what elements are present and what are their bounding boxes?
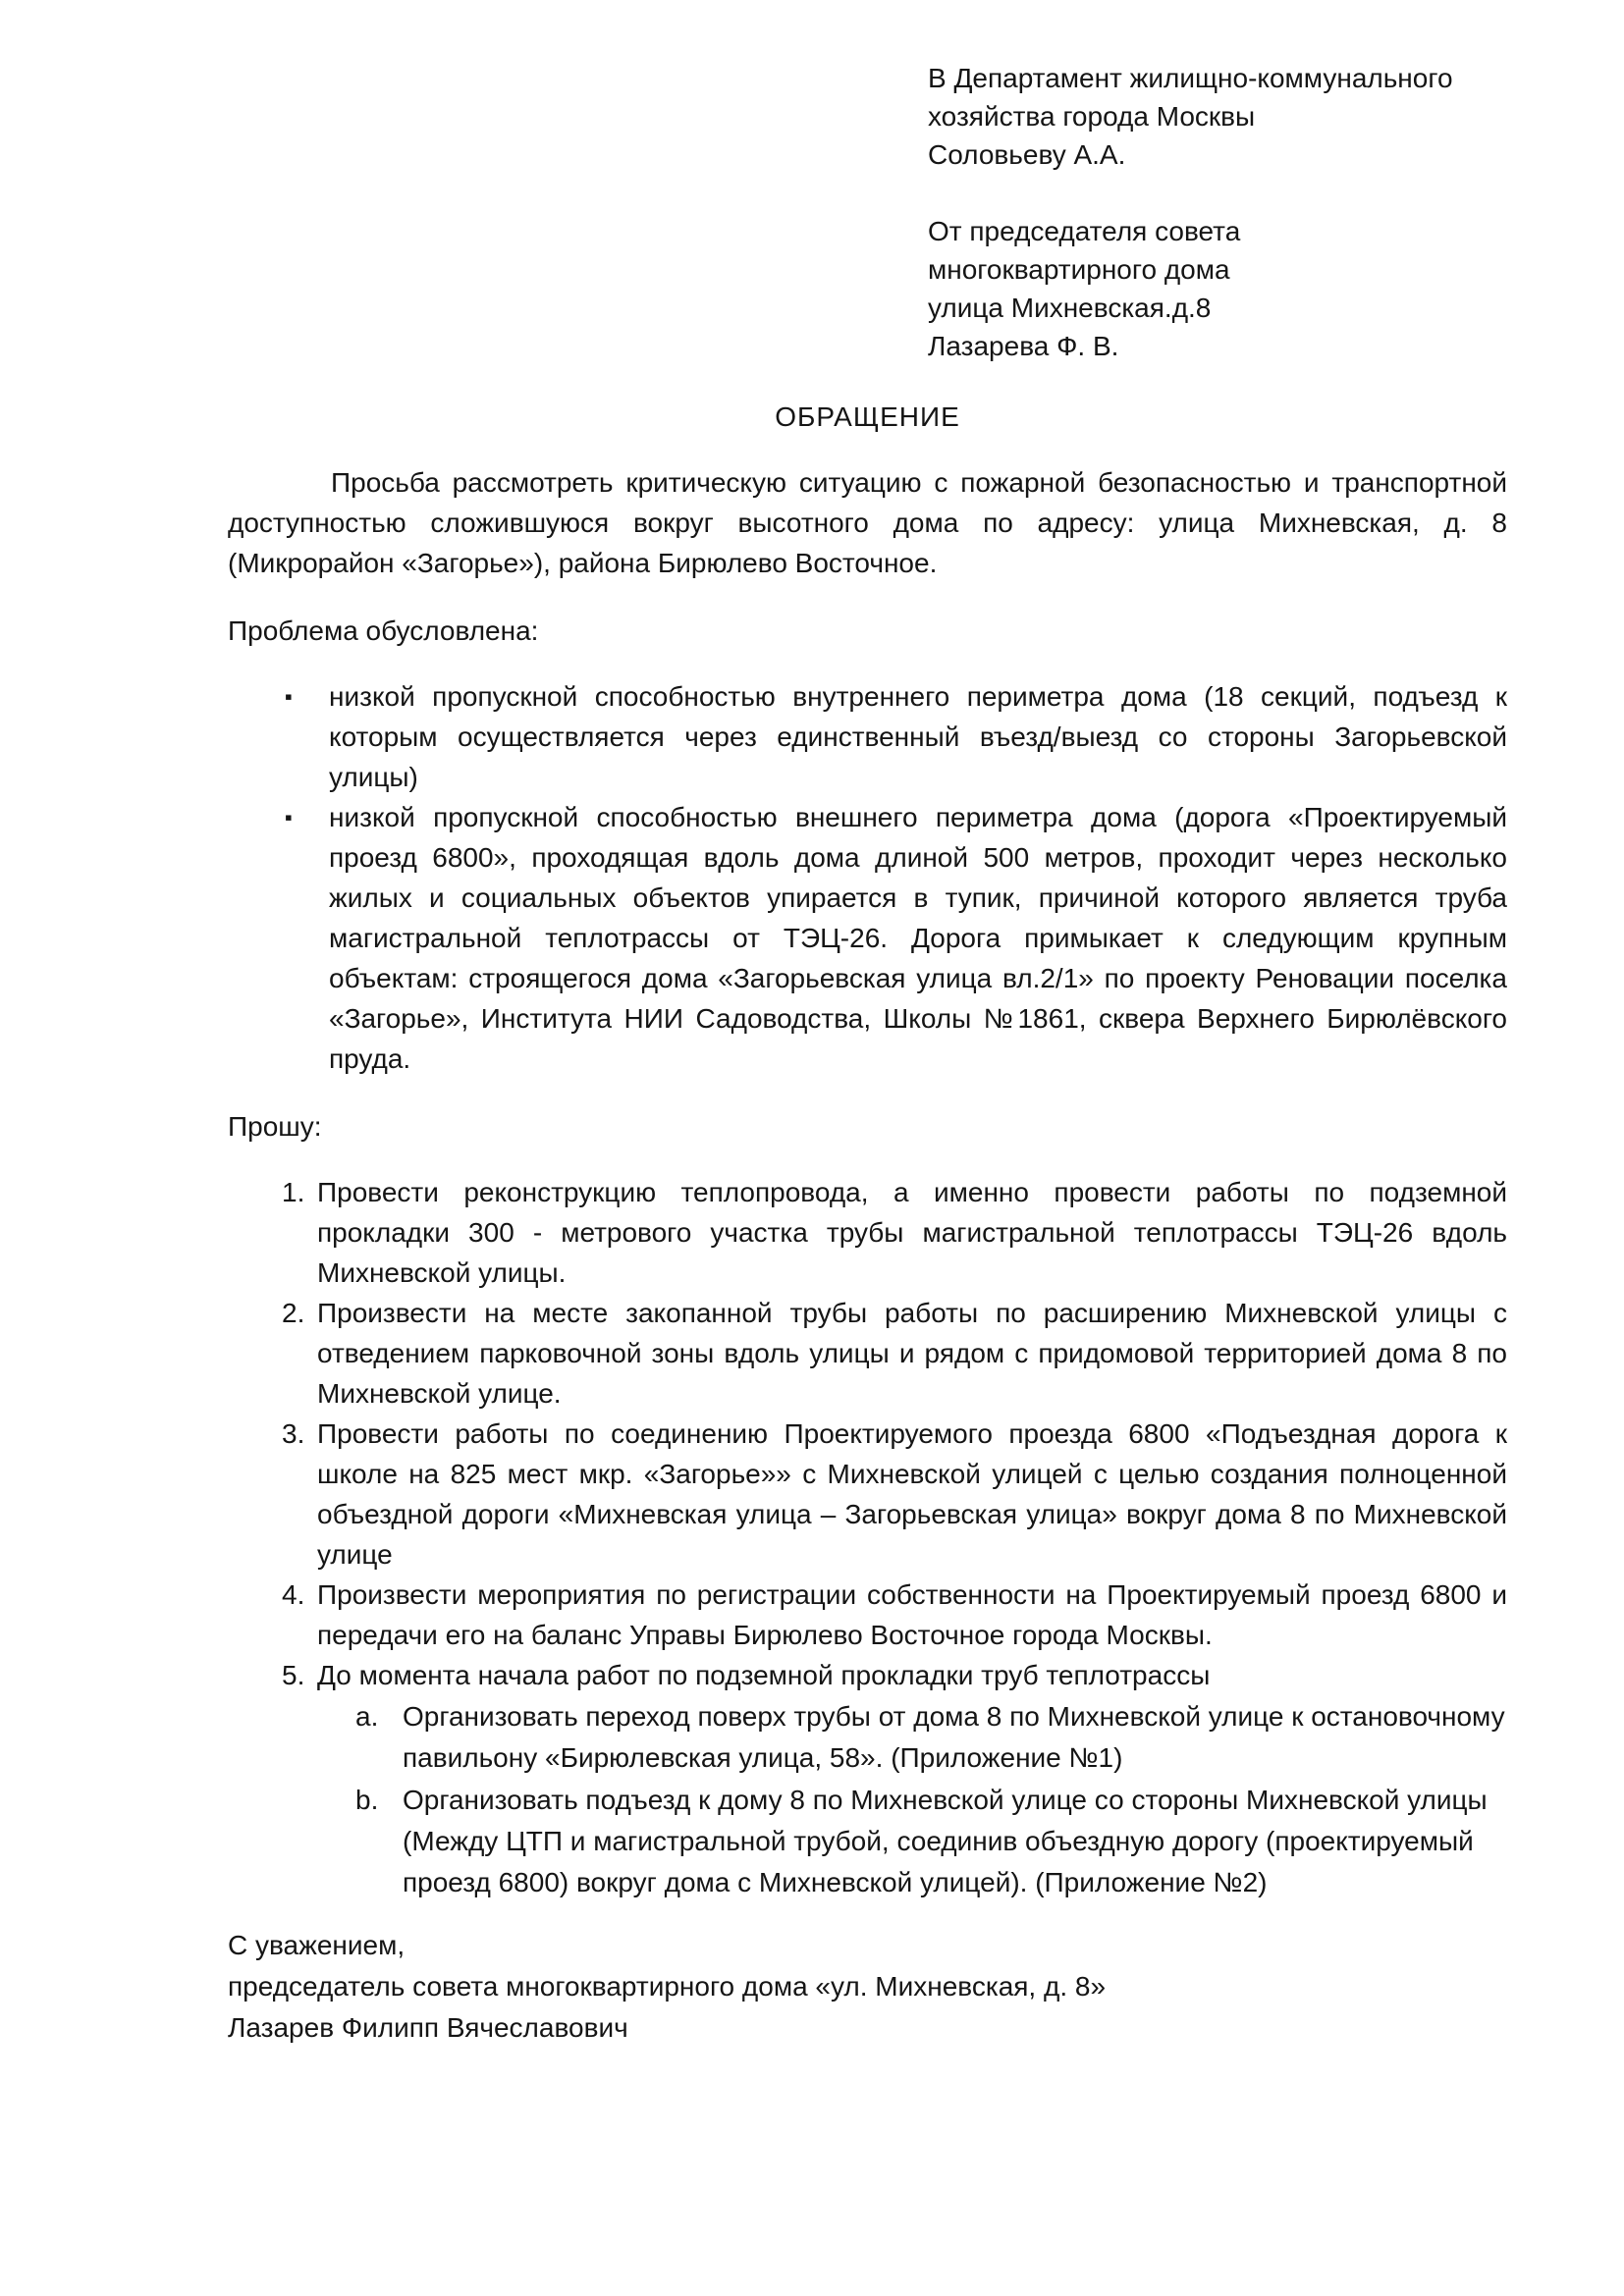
closing-block bbox=[228, 1925, 1507, 2049]
recipient-line: В Департамент жилищно-коммунального bbox=[928, 63, 1453, 93]
list-item-lead: До момента начала работ по подземной прокладки труб теплотрассы bbox=[317, 1660, 1211, 1690]
closing-line: Лазарев Филипп Вячеславович bbox=[228, 2012, 628, 2043]
list-item-text: Провести реконструкцию теплопровода, а именно провести работы по подземной прокладки 300 - метрового участка трубы магистральной теплотрассы ТЭЦ-26 вдоль Михневской улицы. bbox=[317, 1177, 1507, 1288]
intro-paragraph: Просьба рассмотреть критическую ситуацию с пожарной безопасностью и транспортной доступностью сложившуюся вокруг высотного дома по адресу: улица Михневская, д. 8 (Микрорайон «Загорье»), района Бирюлево Восточное. bbox=[228, 467, 1507, 578]
list-item-text: Произвести мероприятия по регистрации собственности на Проектируемый проезд 6800 и передачи его на баланс Управы Бирюлево Восточное города Москвы. bbox=[317, 1579, 1507, 1650]
list-number: 1. bbox=[282, 1177, 305, 1207]
list-item-text bbox=[317, 1655, 1507, 1903]
list-number: 5. bbox=[282, 1660, 305, 1690]
sub-list-item-text: Организовать переход поверх трубы от дома 8 по Михневской улице к остановочному павильону «Бирюлевская улица, 58». (Приложение №1) bbox=[403, 1701, 1505, 1773]
list-number: 4. bbox=[282, 1579, 305, 1610]
list-item bbox=[282, 1414, 1507, 1575]
problem-heading: Проблема обусловлена: bbox=[228, 615, 539, 646]
sub-list bbox=[317, 1696, 1507, 1903]
problem-list bbox=[228, 676, 1507, 1079]
sub-list-item-text: Организовать подъезд к дому 8 по Михневской улице со стороны Михневской улицы (Между ЦТП и магистральной трубой, соединив объездную дорогу (проектируемый проезд 6800) вокруг дома с Михневской улицей). (Приложение №2) bbox=[403, 1785, 1488, 1897]
list-item-text: низкой пропускной способностью внутреннего периметра дома (18 секций, подъезд к которым осуществляется через единственный въезд/выезд со стороны Загорьевской улицы) bbox=[329, 681, 1507, 792]
list-item bbox=[282, 1172, 1507, 1293]
list-item-text: Провести работы по соединению Проектируемого проезда 6800 «Подъездная дорога к школе на 825 мест мкр. «Загорье»» с Михневской улицей с целью создания полноценной объездной дороги «Михневская улица – Загорьевская улица» вокруг дома 8 по Михневской улице bbox=[317, 1418, 1507, 1570]
list-item bbox=[282, 1575, 1507, 1655]
document-content bbox=[228, 59, 1507, 2049]
list-item bbox=[285, 676, 1507, 797]
list-item bbox=[282, 1293, 1507, 1414]
recipient-block bbox=[928, 59, 1507, 365]
recipient-line: Соловьеву А.А. bbox=[928, 139, 1126, 170]
sender-line: многоквартирного дома bbox=[928, 254, 1230, 285]
request-list bbox=[228, 1172, 1507, 1903]
sender-line: Лазарева Ф. В. bbox=[928, 331, 1119, 361]
bullet-icon: ▪ bbox=[285, 805, 293, 829]
closing-line: С уважением, bbox=[228, 1930, 406, 1960]
request-heading: Прошу: bbox=[228, 1111, 322, 1142]
recipient-line: хозяйства города Москвы bbox=[928, 101, 1256, 132]
bullet-icon: ▪ bbox=[285, 684, 293, 709]
closing-line: председатель совета многоквартирного дома «ул. Михневская, д. 8» bbox=[228, 1971, 1107, 2002]
sender-line: От председателя совета bbox=[928, 216, 1241, 246]
sub-list-letter: b. bbox=[355, 1785, 379, 1815]
sender-line: улица Михневская.д.8 bbox=[928, 293, 1212, 323]
list-item bbox=[282, 1655, 1507, 1903]
document-title: ОБРАЩЕНИЕ bbox=[775, 401, 960, 432]
list-number: 3. bbox=[282, 1418, 305, 1449]
sub-list-letter: a. bbox=[355, 1701, 379, 1732]
sub-list-item bbox=[355, 1696, 1507, 1779]
list-item bbox=[285, 797, 1507, 1079]
sub-list-item bbox=[355, 1780, 1507, 1903]
list-item-text: низкой пропускной способностью внешнего периметра дома (дорога «Проектируемый проезд 6800», проходящая вдоль дома длиной 500 метров, проходит через несколько жилых и социальных объектов упирается в тупик, причиной которого является труба магистральной теплотрассы от ТЭЦ-26. Дорога примыкает к следующим крупным объектам: строящегося дома «Загорьевская улица вл.2/1» по проекту Реновации поселка «Загорье», Института НИИ Садоводства, Школы №1861, сквера Верхнего Бирюлёвского пруда. bbox=[329, 802, 1507, 1074]
list-number: 2. bbox=[282, 1298, 305, 1328]
spacer bbox=[928, 174, 1507, 212]
list-item-text: Произвести на месте закопанной трубы работы по расширению Михневской улицы с отведением парковочной зоны вдоль улицы и рядом с придомовой территорией дома 8 по Михневской улице. bbox=[317, 1298, 1507, 1409]
